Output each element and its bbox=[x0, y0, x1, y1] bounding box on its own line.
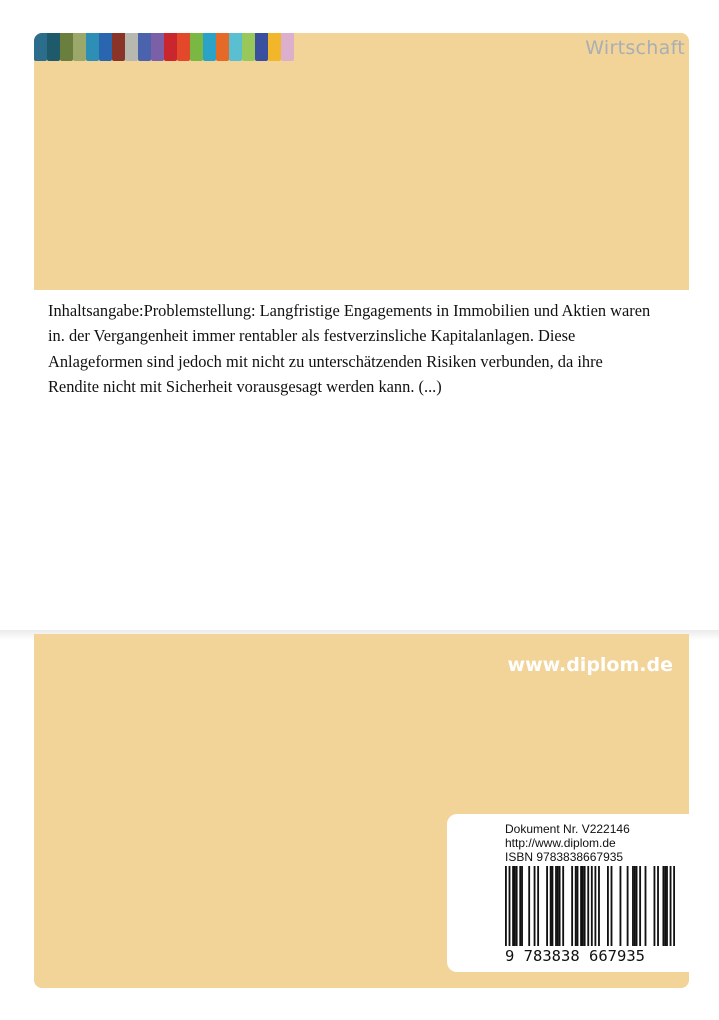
barcode-bar bbox=[634, 866, 636, 946]
color-stripe bbox=[164, 33, 177, 61]
color-stripe bbox=[151, 33, 164, 61]
barcode-bar bbox=[552, 866, 554, 946]
barcode-bar bbox=[521, 866, 523, 946]
barcode-bar bbox=[598, 866, 600, 946]
barcode-bar bbox=[559, 866, 561, 946]
color-stripe bbox=[47, 33, 60, 61]
color-stripe bbox=[216, 33, 229, 61]
barcode-bar bbox=[627, 866, 629, 946]
barcode-bar bbox=[516, 866, 518, 946]
blurb-line: in. der Vergangenheit immer rentabler als festverzinsliche Kapitalanlagen. Diese bbox=[48, 326, 576, 346]
category-label: Wirtschaft bbox=[585, 37, 685, 59]
barcode-bar bbox=[587, 866, 589, 946]
barcode-image bbox=[505, 866, 675, 946]
color-stripe bbox=[229, 33, 242, 61]
barcode-bar bbox=[657, 866, 659, 946]
barcode-bar bbox=[534, 866, 536, 946]
barcode-bar bbox=[645, 866, 647, 946]
color-stripe bbox=[60, 33, 73, 61]
color-stripe bbox=[268, 33, 281, 61]
barcode-bar bbox=[673, 866, 675, 946]
color-stripe bbox=[34, 33, 47, 61]
barcode-bar bbox=[505, 866, 507, 946]
barcode-bar bbox=[512, 866, 514, 946]
color-stripe bbox=[203, 33, 216, 61]
barcode-bar bbox=[555, 866, 557, 946]
top-color-panel bbox=[34, 33, 689, 290]
color-stripe bbox=[73, 33, 86, 61]
barcode-bar bbox=[580, 866, 582, 946]
color-stripe bbox=[177, 33, 190, 61]
color-stripes bbox=[34, 33, 294, 61]
color-stripe bbox=[138, 33, 151, 61]
barcode-bar bbox=[537, 866, 539, 946]
barcode-bar bbox=[557, 866, 559, 946]
barcode-bar bbox=[546, 866, 548, 946]
color-stripe bbox=[255, 33, 268, 61]
barcode-bar bbox=[662, 866, 664, 946]
blurb-line: Rendite nicht mit Sicherheit vorausgesagt werden kann. (...) bbox=[48, 377, 442, 397]
barcode-bar bbox=[528, 866, 530, 946]
website-label: www.diplom.de bbox=[507, 654, 673, 676]
info-box bbox=[447, 814, 689, 972]
barcode-bar bbox=[509, 866, 511, 946]
barcode-bar bbox=[620, 866, 622, 946]
color-stripe bbox=[86, 33, 99, 61]
bottom-color-panel bbox=[34, 634, 689, 988]
barcode-bar bbox=[666, 866, 668, 946]
barcode-bar bbox=[670, 866, 672, 946]
blurb-line: Inhaltsangabe:Problemstellung: Langfristige Engagements in Immobilien und Aktien waren bbox=[48, 301, 651, 320]
barcode-bar bbox=[607, 866, 609, 946]
blurb-line: Anlageformen sind jedoch mit nicht zu unterschätzenden Risiken verbunden, da ihre bbox=[48, 351, 603, 371]
blurb-text bbox=[48, 298, 673, 400]
barcode-digits: 9 783838 667935 bbox=[505, 947, 645, 965]
barcode-bar bbox=[577, 866, 579, 946]
barcode-bar bbox=[664, 866, 666, 946]
document-number: Dokument Nr. V222146 bbox=[505, 822, 630, 836]
color-stripe bbox=[125, 33, 138, 61]
barcode-bar bbox=[571, 866, 573, 946]
barcode-bar bbox=[636, 866, 638, 946]
barcode-bar bbox=[562, 866, 564, 946]
barcode-bar bbox=[591, 866, 593, 946]
barcode-bar bbox=[519, 866, 521, 946]
barcode-bar bbox=[550, 866, 552, 946]
barcode-bar bbox=[514, 866, 516, 946]
publisher-url[interactable]: http://www.diplom.de bbox=[505, 836, 616, 850]
color-stripe bbox=[242, 33, 255, 61]
color-stripe bbox=[112, 33, 125, 61]
barcode-bar bbox=[611, 866, 613, 946]
barcode-bar bbox=[639, 866, 641, 946]
color-stripe bbox=[281, 33, 294, 61]
barcode-bar bbox=[594, 866, 596, 946]
info-lines bbox=[505, 822, 630, 864]
barcode-bar bbox=[575, 866, 577, 946]
barcode-bar bbox=[654, 866, 656, 946]
barcode-bar bbox=[632, 866, 634, 946]
isbn-text: ISBN 9783838667935 bbox=[505, 850, 624, 864]
color-stripe bbox=[99, 33, 112, 61]
color-stripe bbox=[190, 33, 203, 61]
barcode-bar bbox=[582, 866, 584, 946]
barcode-bar bbox=[584, 866, 586, 946]
